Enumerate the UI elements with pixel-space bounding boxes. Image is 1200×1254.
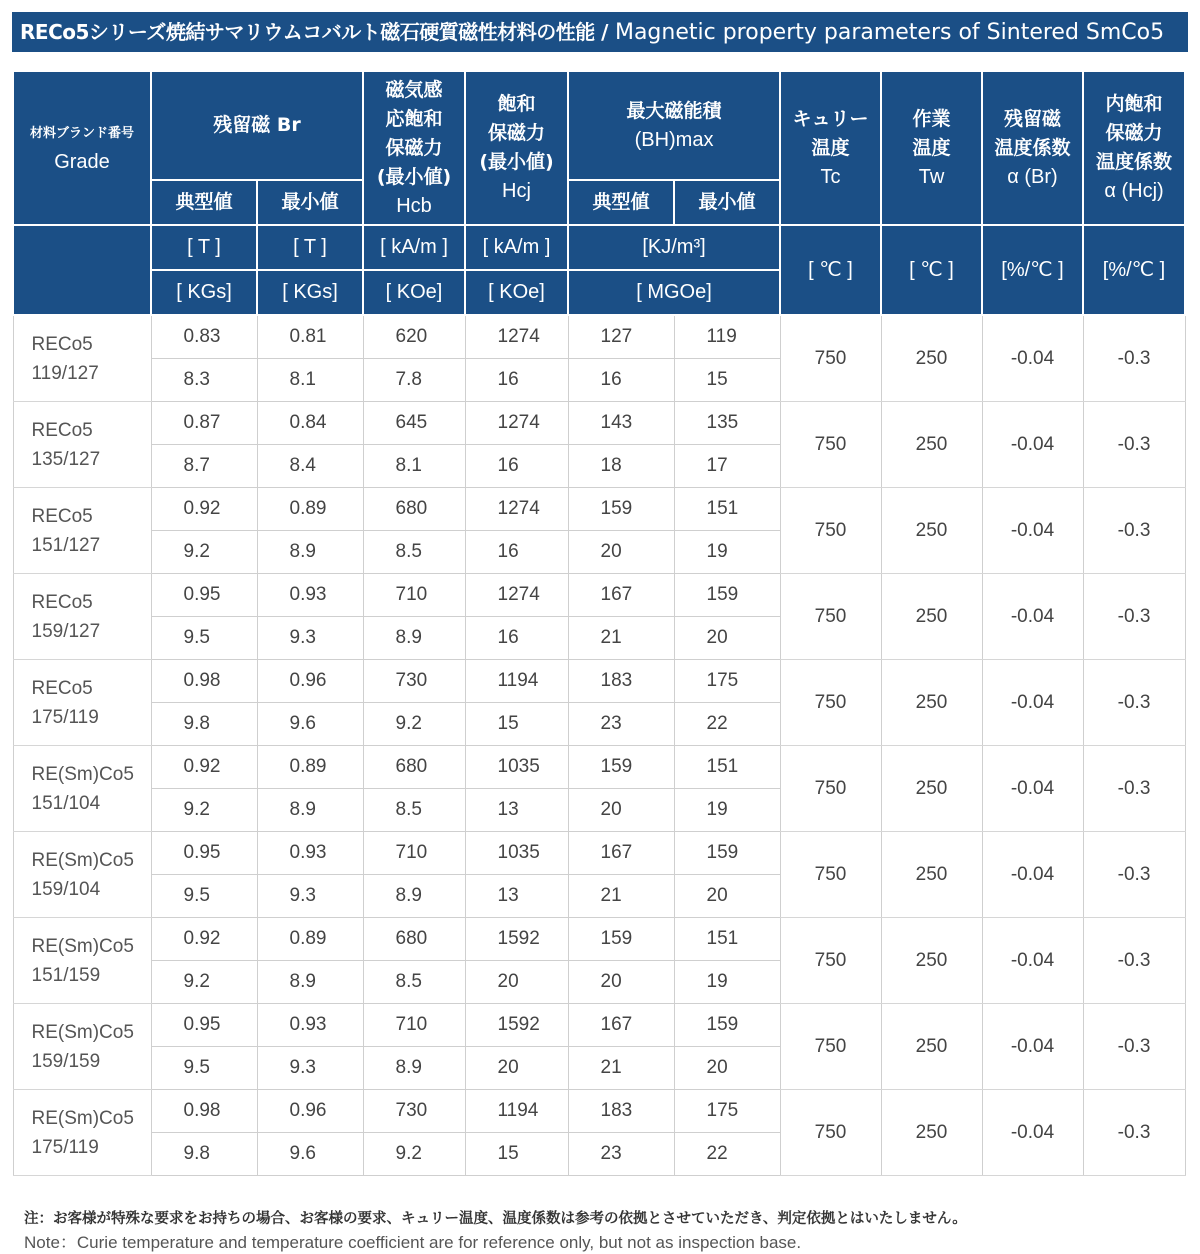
br-min-kgs: 8.9 [257,789,363,832]
hcb-koe: 8.5 [363,789,465,832]
br-typ-kgs: 9.5 [151,617,257,660]
br-typ-t: 0.87 [151,402,257,445]
br-typ-kgs: 9.2 [151,961,257,1004]
br-typ-kgs: 9.5 [151,875,257,918]
grade-cell [13,315,151,402]
bh-min-kj: 159 [674,1004,780,1047]
alpha-br-value: -0.04 [982,574,1083,660]
bh-typ-kj: 183 [568,660,674,703]
header-hcj-sym: Hcj [502,180,531,202]
header-br-title: 残留磁 Br [213,114,301,136]
hcb-koe: 9.2 [363,1133,465,1176]
br-typ-t: 0.83 [151,315,257,359]
tw-value: 250 [881,660,982,746]
bh-typ-mgoe: 21 [568,617,674,660]
bh-typ-kj: 183 [568,1090,674,1133]
hcb-koe: 8.5 [363,531,465,574]
grade-name: RE(Sm)Co5 [31,763,134,785]
bh-typ-kj: 167 [568,574,674,617]
br-typ-t: 0.95 [151,574,257,617]
br-min-t: 0.81 [257,315,363,359]
header-tc-l1: キュリー [792,107,869,130]
bh-typ-kj: 159 [568,918,674,961]
grade-number: 119/127 [31,362,99,384]
br-typ-t: 0.95 [151,832,257,875]
hcb-ka: 710 [363,574,465,617]
grade-name: RE(Sm)Co5 [31,849,134,871]
hcj-koe: 15 [465,703,568,746]
bh-min-mgoe: 19 [674,531,780,574]
bh-typ-kj: 159 [568,746,674,789]
br-typ-t: 0.95 [151,1004,257,1047]
grade-number: 159/127 [31,620,101,642]
table-row [13,660,1185,703]
table-row [13,315,1185,359]
unit-tc: [ ℃ ] [780,225,881,315]
table-row [13,402,1185,445]
header-tw-sym: Tw [918,165,945,188]
bh-typ-mgoe: 16 [568,359,674,402]
header-br-typ: 典型値 [151,180,257,225]
tw-value: 250 [881,1004,982,1090]
hcj-koe: 15 [465,1133,568,1176]
header-abr-sym: α (Br) [1007,165,1058,188]
alpha-br-value: -0.04 [982,660,1083,746]
grade-name: RE(Sm)Co5 [31,1021,134,1043]
grade-name: RE(Sm)Co5 [31,935,134,957]
grade-number: 151/104 [31,792,101,814]
hcj-ka: 1274 [465,574,568,617]
br-min-kgs: 8.1 [257,359,363,402]
bh-min-kj: 175 [674,660,780,703]
br-min-kgs: 9.3 [257,1047,363,1090]
hcb-ka: 680 [363,746,465,789]
grade-number: 159/159 [31,1050,101,1072]
header-br [151,71,363,180]
notes [24,1208,1194,1254]
unit-br-kgs: [ KGs] [151,270,257,315]
tc-value: 750 [780,660,881,746]
unit-br-kgs-min: [ KGs] [257,270,363,315]
header-hcb-l1: 磁気感 [385,78,443,101]
alpha-hcj-value: -0.3 [1083,1090,1185,1176]
header-hcb-sym: Hcb [396,194,432,217]
br-min-kgs: 9.3 [257,875,363,918]
br-min-t: 0.93 [257,832,363,875]
header-bh-min: 最小値 [674,180,780,225]
bh-min-kj: 175 [674,1090,780,1133]
br-typ-t: 0.92 [151,488,257,531]
header-hcb-l2: 応飽和 [385,107,443,130]
hcj-ka: 1274 [465,315,568,359]
hcj-ka: 1592 [465,1004,568,1047]
hcj-ka: 1592 [465,918,568,961]
hcb-ka: 710 [363,832,465,875]
table-row [13,918,1185,961]
hcb-koe: 8.5 [363,961,465,1004]
bh-typ-kj: 127 [568,315,674,359]
tc-value: 750 [780,488,881,574]
grade-cell [13,574,151,660]
header-tc-l2: 温度 [811,136,850,159]
bh-min-mgoe: 17 [674,445,780,488]
hcb-ka: 680 [363,918,465,961]
tc-value: 750 [780,832,881,918]
br-typ-t: 0.98 [151,660,257,703]
table-row [13,574,1185,617]
header-grade-jp: 材料ブランド番号 [29,126,134,141]
header-grade [13,71,151,225]
alpha-br-value: -0.04 [982,918,1083,1004]
br-typ-t: 0.92 [151,918,257,961]
hcb-ka: 680 [363,488,465,531]
grade-cell [13,402,151,488]
header-grade-unit-blank [13,225,151,315]
header-tw-l1: 作業 [912,107,951,130]
br-min-t: 0.89 [257,918,363,961]
hcb-ka: 620 [363,315,465,359]
br-typ-kgs: 9.2 [151,789,257,832]
header-ahcj-sym: α (Hcj) [1104,180,1164,202]
tw-value: 250 [881,918,982,1004]
hcj-koe: 16 [465,445,568,488]
header-ahcj-l2: 保磁力 [1105,122,1163,144]
br-min-kgs: 8.9 [257,531,363,574]
bh-typ-mgoe: 21 [568,875,674,918]
header-ahcj-l3: 温度係数 [1096,151,1173,173]
grade-cell [13,918,151,1004]
hcb-koe: 8.9 [363,1047,465,1090]
header-abr-l2: 温度係数 [994,136,1071,159]
grade-number: 175/119 [31,706,99,728]
header-hcb-l4: (最小値) [376,165,452,188]
header-tc-sym: Tc [820,165,841,188]
hcj-koe: 20 [465,1047,568,1090]
tw-value: 250 [881,1090,982,1176]
br-min-t: 0.96 [257,1090,363,1133]
alpha-br-value: -0.04 [982,1004,1083,1090]
table-row [13,1090,1185,1133]
alpha-br-value: -0.04 [982,1090,1083,1176]
bh-typ-mgoe: 20 [568,531,674,574]
grade-cell [13,832,151,918]
bh-typ-mgoe: 20 [568,789,674,832]
hcj-koe: 13 [465,789,568,832]
br-typ-t: 0.92 [151,746,257,789]
bh-typ-mgoe: 23 [568,1133,674,1176]
bh-typ-mgoe: 18 [568,445,674,488]
br-min-t: 0.93 [257,574,363,617]
unit-ahcj: [%/℃ ] [1083,225,1185,315]
bh-min-kj: 151 [674,746,780,789]
header-alpha-hcj [1083,71,1185,225]
header-hcb-l3: 保磁力 [385,136,443,159]
hcj-ka: 1194 [465,1090,568,1133]
grade-cell [13,660,151,746]
bh-min-mgoe: 20 [674,1047,780,1090]
header-hcb [363,71,465,225]
note-jp: 注：お客様が特殊な要求をお持ちの場合、お客様の要求、キュリー温度、温度係数は参考の依拠とさせていただき、判定依拠とはいたしません。 [24,1211,967,1227]
header-tc [780,71,881,225]
br-typ-kgs: 8.3 [151,359,257,402]
hcj-ka: 1274 [465,402,568,445]
bh-typ-kj: 143 [568,402,674,445]
hcj-ka: 1274 [465,488,568,531]
title-jp: RECo5シリーズ焼結サマリウムコバルト磁石硬質磁性材料の性能 / [20,20,608,44]
property-table [12,70,1186,1176]
grade-number: 175/119 [31,1136,99,1158]
br-min-kgs: 9.6 [257,1133,363,1176]
header-hcj-l3: (最小値) [479,151,554,173]
tw-value: 250 [881,832,982,918]
unit-br-t: [ T ] [151,225,257,270]
header-grade-en: Grade [54,151,110,173]
unit-hcj-koe: [ KOe] [465,270,568,315]
br-typ-t: 0.98 [151,1090,257,1133]
bh-min-mgoe: 20 [674,617,780,660]
hcj-koe: 16 [465,359,568,402]
header-bh-title: 最大磁能積 [626,99,722,122]
bh-min-kj: 151 [674,488,780,531]
tw-value: 250 [881,402,982,488]
grade-number: 151/159 [31,964,101,986]
header-tw-l2: 温度 [912,136,951,159]
br-min-kgs: 8.9 [257,961,363,1004]
header-br-min: 最小値 [257,180,363,225]
grade-cell [13,746,151,832]
alpha-hcj-value: -0.3 [1083,315,1185,402]
tw-value: 250 [881,574,982,660]
grade-name: RECo5 [31,591,93,613]
br-min-kgs: 8.4 [257,445,363,488]
tw-value: 250 [881,746,982,832]
bh-min-kj: 119 [674,315,780,359]
table-row [13,832,1185,875]
alpha-br-value: -0.04 [982,832,1083,918]
unit-hcb-koe: [ KOe] [363,270,465,315]
header-bh [568,71,780,180]
header-ahcj-l1: 内飽和 [1105,93,1163,115]
bh-min-mgoe: 15 [674,359,780,402]
br-typ-kgs: 9.8 [151,703,257,746]
alpha-br-value: -0.04 [982,402,1083,488]
br-typ-kgs: 9.2 [151,531,257,574]
page-title [12,12,1188,52]
table-body [13,315,1185,1176]
unit-bh-kj: [KJ/m³] [568,225,780,270]
hcb-ka: 730 [363,660,465,703]
br-min-kgs: 9.3 [257,617,363,660]
tw-value: 250 [881,488,982,574]
alpha-br-value: -0.04 [982,315,1083,402]
grade-number: 159/104 [31,878,101,900]
alpha-hcj-value: -0.3 [1083,918,1185,1004]
unit-bh-mgoe: [ MGOe] [568,270,780,315]
alpha-hcj-value: -0.3 [1083,574,1185,660]
unit-br-t-min: [ T ] [257,225,363,270]
bh-min-mgoe: 20 [674,875,780,918]
alpha-hcj-value: -0.3 [1083,832,1185,918]
grade-number: 151/127 [31,534,101,556]
bh-typ-kj: 167 [568,832,674,875]
tc-value: 750 [780,574,881,660]
hcb-koe: 8.1 [363,445,465,488]
unit-hcj-ka: [ kA/m ] [465,225,568,270]
grade-name: RECo5 [31,419,93,441]
header-bh-typ: 典型値 [568,180,674,225]
br-min-t: 0.89 [257,746,363,789]
grade-cell [13,488,151,574]
title-en: Magnetic property parameters of Sintered SmCo5 [614,20,1165,45]
bh-typ-kj: 159 [568,488,674,531]
bh-min-mgoe: 19 [674,961,780,1004]
header-alpha-br [982,71,1083,225]
hcj-koe: 16 [465,531,568,574]
header-tw [881,71,982,225]
tc-value: 750 [780,1004,881,1090]
hcb-koe: 7.8 [363,359,465,402]
grade-name: RE(Sm)Co5 [31,1107,134,1129]
bh-min-mgoe: 22 [674,1133,780,1176]
alpha-hcj-value: -0.3 [1083,1004,1185,1090]
grade-name: RECo5 [31,333,93,355]
bh-typ-kj: 167 [568,1004,674,1047]
alpha-br-value: -0.04 [982,746,1083,832]
note-en: Note：Curie temperature and temperature coefficient are for reference only, but not as inspection base. [24,1233,802,1252]
hcb-ka: 645 [363,402,465,445]
tc-value: 750 [780,315,881,402]
tc-value: 750 [780,918,881,1004]
table-row [13,488,1185,531]
hcb-koe: 8.9 [363,875,465,918]
unit-abr: [%/℃ ] [982,225,1083,315]
grade-name: RECo5 [31,505,93,527]
br-min-t: 0.89 [257,488,363,531]
hcj-koe: 16 [465,617,568,660]
hcb-koe: 8.9 [363,617,465,660]
bh-typ-mgoe: 23 [568,703,674,746]
bh-typ-mgoe: 21 [568,1047,674,1090]
tc-value: 750 [780,1090,881,1176]
hcj-ka: 1194 [465,660,568,703]
hcb-ka: 710 [363,1004,465,1047]
header-bh-sym: (BH)max [634,128,714,151]
br-typ-kgs: 9.8 [151,1133,257,1176]
header-hcj-l1: 飽和 [497,93,536,115]
br-typ-kgs: 9.5 [151,1047,257,1090]
br-min-t: 0.84 [257,402,363,445]
br-typ-kgs: 8.7 [151,445,257,488]
hcj-ka: 1035 [465,832,568,875]
hcb-koe: 9.2 [363,703,465,746]
br-min-kgs: 9.6 [257,703,363,746]
br-min-t: 0.96 [257,660,363,703]
alpha-hcj-value: -0.3 [1083,660,1185,746]
bh-min-kj: 151 [674,918,780,961]
alpha-hcj-value: -0.3 [1083,746,1185,832]
grade-number: 135/127 [31,448,101,470]
hcj-koe: 13 [465,875,568,918]
header-hcj-l2: 保磁力 [487,122,545,144]
header-abr-l1: 残留磁 [1004,107,1062,130]
bh-typ-mgoe: 20 [568,961,674,1004]
unit-tw: [ ℃ ] [881,225,982,315]
header-hcj [465,71,568,225]
hcj-ka: 1035 [465,746,568,789]
table-row [13,746,1185,789]
bh-min-mgoe: 22 [674,703,780,746]
tw-value: 250 [881,315,982,402]
bh-min-kj: 159 [674,832,780,875]
alpha-br-value: -0.04 [982,488,1083,574]
grade-name: RECo5 [31,677,93,699]
alpha-hcj-value: -0.3 [1083,402,1185,488]
alpha-hcj-value: -0.3 [1083,488,1185,574]
hcb-ka: 730 [363,1090,465,1133]
tc-value: 750 [780,746,881,832]
table-row [13,1004,1185,1047]
tc-value: 750 [780,402,881,488]
bh-min-mgoe: 19 [674,789,780,832]
hcj-koe: 20 [465,961,568,1004]
bh-min-kj: 159 [674,574,780,617]
grade-cell [13,1090,151,1176]
grade-cell [13,1004,151,1090]
bh-min-kj: 135 [674,402,780,445]
br-min-t: 0.93 [257,1004,363,1047]
unit-hcb-ka: [ kA/m ] [363,225,465,270]
